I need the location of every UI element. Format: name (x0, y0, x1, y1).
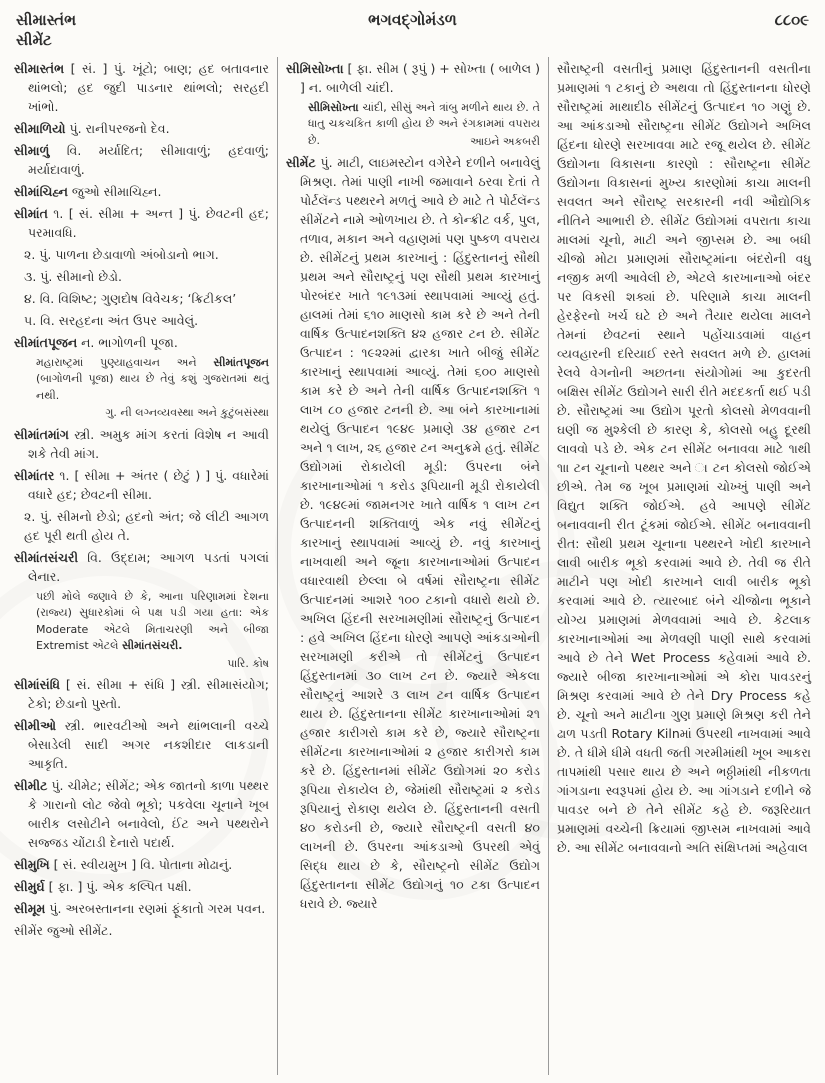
citation-source (286, 134, 540, 151)
headword: સીમાળું (14, 142, 50, 158)
body-text: [ ફા. ] પું. એક કલ્પિત પક્ષી. (44, 879, 192, 894)
headword: સીમીઓ (14, 718, 57, 733)
running-head-last-entry: સીમેંટ (16, 31, 52, 50)
headword: સીમાંતસંચરી. (121, 639, 183, 652)
headword: સીમુર્ઘ (14, 879, 45, 894)
body-text: ૧. [ સં. સીમા + અન્ત ] પું. છેવટની હદ; પરમાવધિ. (28, 205, 269, 240)
dictionary-entry (14, 675, 269, 713)
headword: સીમૂમ (14, 901, 46, 916)
sub-sense (24, 289, 269, 308)
headword: સીમીટ (14, 778, 48, 793)
running-head-first-entry: સીમાસ્તંભ (16, 11, 77, 29)
body-text: ગુ. ની લગ્નવ્યવસ્થા અને કુટુંબસંસ્થા (105, 406, 269, 419)
body-text: સીમેંર જુઓ સીમેંટ. (14, 923, 113, 938)
dictionary-entry (14, 548, 269, 586)
column (277, 57, 548, 1075)
headword: સીમાંસંધિ (14, 677, 61, 692)
dictionary-entry (14, 204, 269, 242)
running-head (16, 10, 216, 51)
dictionary-entry (14, 59, 269, 116)
headword: સીમાસ્તંભ (14, 60, 65, 76)
dictionary-entry (14, 425, 269, 463)
dictionary-entry (14, 877, 269, 896)
body-text: સ્ત્રી. ભારવટીઓ અને થાંભલાની વચ્ચે બેસાડેલી સાદી અગર નકશીદાર લાકડાની આકૃતિ. (28, 718, 269, 771)
headword: સીમુખિ (14, 857, 50, 872)
headword: સીમિસોખ્તા (285, 60, 344, 76)
citation (36, 589, 269, 655)
page-number: ૮૮૦૯ (774, 11, 809, 29)
body-text: ન. ભાગોળની પૂજા. (77, 334, 178, 350)
entry-continuation (557, 59, 811, 857)
body-text: વિ. ઉદ્દામ; આગળ પડતાં પગલાં લેનાર. (28, 549, 269, 584)
body-text: ૪. વિ. વિશિષ્ટ; ગુણદોષ વિવેચક; ‘ક્રિટીકલ’ (24, 290, 237, 306)
body-text: ચાંદી, સીસું અને ત્રાંબુ મળીને થાય છે. તે ધાતુ ચકચકિત કાળી હોય છે અને રંગકામમાં વપરાય છે. (307, 100, 540, 147)
body-text: સૌરાષ્ટ્રની વસતીનું પ્રમાણ હિંદુસ્તાનની વસતીના પ્રમાણમાં ૧ ટકાનું છે અથવા તો હિંદુસ્તાનના ધોરણે સૌરાષ્ટ્રમાં માથાદીઠ સીમેંટનું ઉત્પાદન ૧૦ ગણું છે. આ આંકડાઓ સૌરાષ્ટ્રના સીમેંટ ઉદ્યોગને અખિલ હિંદના ધોરણે સરખાવવા માટે રજૂ થયેલ છે. સીમેંટ ઉદ્યોગના વિકાસના કારણો : સૌરાષ્ટ્રના સીમેંટ ઉદ્યોગના વિકાસનાં મુખ્ય કારણોમાં કાચા માલની સવલત અને સૌરાષ્ટ્ર સરકારની નવી ઔદ્યોગિક નીતિને આભારી છે. સીમેંટ ઉદ્યોગમાં વપરાતા કાચા માલમાં ચૂનો, માટી અને જીપ્સમ છે. આ બધી ચીજો મોટા પ્રમાણમાં સૌરાષ્ટ્રમાંના બંદરોની વધુ નજીક મળી આવેલી છે, એટલે કારખાનાઓ બંદર પર વિકસી શક્યાં છે. પરિણામે કાચા માલની હેરફેરનો ખર્ચ ઘટે છે અને તૈયાર થયેલા માલને તેમનાં છેવટનાં સ્થાને પહોંચાડવામાં વાહન વ્યવહારની દરિયાઈ રસ્તે સવલત મળે છે. હાલમાં રેલવે વેગનોની અછતના સંયોગોમાં આ કુદરતી બક્ષિસ સીમેંટ ઉદ્યોગને સારી રીતે મદદકર્તા થઈ પડી છે. સૌરાષ્ટ્રમાં આ ઉદ્યોગ પૂરતો કોલસો મેળવવાની ઘણી જ મુશ્કેલી છે કારણ કે, કોલસો બહુ દૂરથી લાવવો પડે છે. એક ટન સીમેંટ બનાવવા માટે ૧ાથી ૧ાા ટન ચૂનાનો પથ્થર અને ા ટન કોલસો જોઈએ છીએ. તેમ જ ખૂબ પ્રમાણમાં ચોખ્ખું પાણી અને વિદ્યુત શક્તિ જોઈએ. હવે આપણે સીમેંટ બનાવવાની રીત ટૂંકમાં જોઈએ. સીમેંટ બનાવવાની રીત: સૌથી પ્રથમ ચૂનાના પથ્થરને ખોદી કારખાને લાવી બારીક ભૂકો કરવામાં આવે છે. તેવી જ રીતે માટીને પણ ખોદી કારખાને લાવી બારીક ભૂકો કરવામાં આવે છે. ત્યારબાદ બંને ચીજોના ભૂકાને યોગ્ય પ્રમાણમાં મેળવવામાં આવે છે. કેટલાક કારખાનાઓમાં આ મેળવણી પાણી સાથે કરવામાં આવે છે તેને Wet Process કહેવામાં આવે છે. જ્યારે બીજા કારખાનાઓમાં એ કોરા પાવડરનું મિશ્રણ કરવામાં આવે છે તેને Dry Process કહે છે. ચૂનો અને માટીના ગુણ પ્રમાણે મિશ્રણ કરી તેને ઢાળ પડતી Rotary Kilnમાં ઉપરથી નાખવામાં આવે છે. તે ધીમે ધીમે વધતી જતી ગરમીમાંથી ખૂબ આકરા તાપમાંથી પસાર થાય છે અને ભઠ્ઠીમાંથી નીકળતા ગાંગડાના સ્વરૂપમાં હોય છે. આ ગાંગડાને દળીને જે પાવડર બને છે તેને સીમેંટ કહે છે. જરૂરિયાત પ્રમાણમાં વચ્ચેની ક્રિયામાં જીપ્સમ નાખવામાં આવે છે. આ સીમેંટ બનાવવાનો અતિ સંક્ષિપ્તમાં અહેવાલ (556, 60, 811, 855)
body-text: ૨. પું. સીમનો છેડો; હદનો અંત; જે લીટી આગળ હદ પૂરી થતી હોય તે. (24, 508, 269, 543)
headword: સીમાળિયો (14, 120, 66, 136)
sub-sense (24, 267, 269, 286)
dictionary-entry (286, 59, 540, 97)
body-text: ૧. [ સીમા + અંતર ( છેટું ) ] પું. વધારેમાં વધારે હદ; છેવટની સીમા. (28, 467, 269, 502)
column (548, 57, 819, 1075)
dictionary-entry (14, 855, 269, 874)
headword: સીમાંતપૂજન (213, 355, 269, 369)
dictionary-entry (14, 776, 269, 852)
body-text: પું. રાનીપરજનો દેવ. (65, 120, 170, 136)
body-text: જુઓ સીમાચિહ્ન. (67, 183, 162, 199)
citation-source (14, 405, 269, 422)
headword: સીમાંતમાંગ (14, 426, 69, 442)
dictionary-entry (286, 153, 540, 913)
text-columns (6, 57, 819, 1075)
sub-sense (24, 507, 269, 545)
sub-sense (24, 245, 269, 264)
body-text: પું. અરબસ્તાનના રણમાં ફૂંકાતો ગરમ પવન. (45, 901, 266, 916)
body-text: [ સં. સીમા + સંધિ ] સ્ત્રી. સીમાસંયોગ; ટેકો; છેડાનો પુસ્તો. (28, 677, 269, 711)
dictionary-entry (14, 921, 269, 940)
body-text: ૫. વિ. સરહદના અંત ઉપર આવેલું. (24, 312, 199, 328)
dictionary-entry (14, 141, 269, 179)
headword: સીમાંત (14, 205, 48, 221)
body-text: [ ફા. સીમ ( રૂપું ) + સોખ્તા ( બાળેલ ) ] ન. બાળેલી ચાંદી. (299, 60, 540, 95)
headword: સીમાંતપૂજન (14, 334, 78, 350)
body-text: આઇને અકબરી (470, 134, 540, 148)
body-text: પું. ચીમેટ; સીમેંટ; એક જાતનો કાળા પથ્થર કે ગારાનો લોટ જેવો ભૂકો; પકવેલા ચૂનાને ખૂબ બારીક લસોટીને બનાવેલો, ઈંટ અને પથ્થરોને સજ્જડ ચોંટાડી દેનારો પદાર્થ. (28, 778, 269, 850)
headword: સીમિસોખ્તા (307, 100, 359, 114)
body-text: ૩. પું. સીમાનો છેડો. (24, 268, 122, 284)
body-text: (બાગોળની પૂજા) થાય છે તેવું કશું ગુજરાતમાં થતું નથી. (36, 372, 269, 402)
citation (36, 355, 269, 405)
dictionary-entry (14, 466, 269, 504)
body-text: પું. માટી, લાઇમસ્ટોન વગેરેને દળીને બનાવેલું મિશ્રણ. તેમાં પાણી નાખી જમાવાને ઠરવા દેતાં તે પોર્ટલૅન્ડ પથ્થરને મળતું આવે છે માટે તે પોર્ટલૅન્ડ સીમેંટને નામે ઓળખાય છે. તે કોન્ક્રીટ વર્ક, પુલ, તળાવ, મકાન અને વહાણમાં પણ પુષ્કળ વપરાય છે. સીમેંટનું પ્રથમ કારખાનું : હિંદુસ્તાનનું સૌથી પ્રથમ અને સૌરાષ્ટ્રનું પણ સૌથી પ્રથમ કારખાનું પોરબંદર ખાતે ૧૯૧૩માં સ્થાપવામાં આવ્યું હતું. હાલમાં તેમાં ૬૧૦ માણસો કામ કરે છે અને તેની વાર્ષિક ઉત્પાદનશક્તિ ૪૨ હજાર ટન છે. સીમેંટ ઉત્પાદન : ૧૯૨૨માં દ્વારકા ખાતે બીજું સીમેંટ કારખાનું સ્થાપવામાં આવ્યું. તેમાં ૬૦૦ માણસો કામ કરે છે અને તેની વાર્ષિક ઉત્પાદનશક્તિ ૧ લાખ ૮૦ હજાર ટનની છે. આ બંને કારખાનામાં થયેલું ઉત્પાદન ૧૯૪૯ પ્રમાણે ૩૪ હજાર ટન અને ૧ લાખ, ૨૬ હજાર ટન અનુક્રમે હતું. સીમેંટ ઉદ્યોગમાં રોકાયેલી મૂડી: ઉપરના બંને કારખાનાઓમાં ૧ કરોડ રૂપિયાની મૂડી રોકાયેલી છે. ૧૯૪૯માં જામનગર ખાતે વાર્ષિક ૧ લાખ ટન ઉત્પાદનની શક્તિવાળું એક નવું સીમેંટનું કારખાનું સ્થાપવામાં આવ્યું છે. નવું કારખાનું નાખવાથી અને જૂના કારખાનાઓમાં ઉત્પાદન વધારવાથી છેલ્લા બે વર્ષમાં સૌરાષ્ટ્રના સીમેંટ ઉત્પાદનમાં આશરે ૧૦૦ ટકાનો વધારો થયો છે. અખિલ હિંદની સરખામણીમાં સૌરાષ્ટ્રનું ઉત્પાદન : હવે અખિલ હિંદના ધોરણે આપણે આંકડાઓની સરખામણી કરીએ તો સીમેંટનું ઉત્પાદન હિંદુસ્તાનમાં ૩૦ લાખ ટન છે. જ્યારે એકલા સૌરાષ્ટ્રનું આશરે ૩ લાખ ટન વાર્ષિક ઉત્પાદન થાય છે. હિંદુસ્તાનના સીમેંટ કારખાનાઓમાં ૨૧ હજાર કારીગરો કામ કરે છે, જ્યારે સૌરાષ્ટ્રના સીમેંટના કારખાનાઓમાં ૨ હજાર કારીગરો કામ કરે છે. હિંદુસ્તાનમાં સીમેંટ ઉદ્યોગમાં ૨૦ કરોડ રૂપિયા રોકાયેલ છે, જેમાંથી સૌરાષ્ટ્રમાં ૨ કરોડ રૂપિયાનું રોકાણ થયેલ છે. હિંદુસ્તાનની વસતી ૪૦ કરોડની છે, જ્યારે સૌરાષ્ટ્રની વસતી ૪૦ લાખની છે. ઉપરના આંકડાઓ ઉપરથી એવું સિદ્ધ થાય છે કે, સૌરાષ્ટ્રનો સીમેંટ ઉદ્યોગ હિંદુસ્તાનના સીમેંટ ઉદ્યોગનું ૧૦ ટકા ઉત્પાદન ધરાવે છે. જ્યારે (299, 155, 540, 911)
body-text: મહારાષ્ટ્રમાં પુણ્યાહવાચન અને (36, 355, 214, 369)
body-text: [ સં. સ્વીયમુખ ] વિ. પોતાના મોઢાનું. (49, 857, 233, 872)
book-title: ભગવદ્ગોમંડળ (368, 11, 457, 29)
column (6, 57, 277, 1075)
body-text: સ્ત્રી. અમુક માંગ કરતાં વિશેષ ન આવી શકે તેવી માંગ. (28, 426, 269, 461)
sub-sense (24, 311, 269, 330)
body-text: ૨. પું. પાળના છેડાવાળો અંબોડાનો ભાગ. (24, 246, 219, 262)
body-text: પછી મોલે જણાવે છે કે, આના પરિણામમાં દેશના (રાજ્ય) સુધારકોમાં બે પક્ષ પડી ગયા હતા: એક Moderate એટલે મિતાચરણી અને બીજા Extremist એટલે (36, 589, 269, 652)
citation-source (14, 656, 269, 673)
page-header (6, 8, 819, 55)
headword: સીમેંટ (285, 155, 316, 170)
headword: સીમાંતર (14, 467, 55, 483)
headword: સીમાંતસંચરી (14, 549, 79, 565)
body-text: વિ. મર્યાદિત; સીમાવાળું; હદવાળું; મર્યાદાવાળું. (28, 142, 269, 177)
body-text: પારિ. કોષ (227, 656, 269, 670)
body-text: [ સં. ] પું. ખૂંટો; બાણ; હદ બતાવનાર થાંભલો; હદ જુદી પાડનાર થાંભલો; સરહદી ખાંભો. (28, 60, 269, 114)
dictionary-entry (14, 899, 269, 918)
dictionary-entry (14, 182, 269, 201)
dictionary-entry (14, 333, 269, 352)
headword: સીમાંચિહ્ન (14, 183, 68, 199)
dictionary-entry (14, 716, 269, 773)
dictionary-entry (14, 119, 269, 138)
